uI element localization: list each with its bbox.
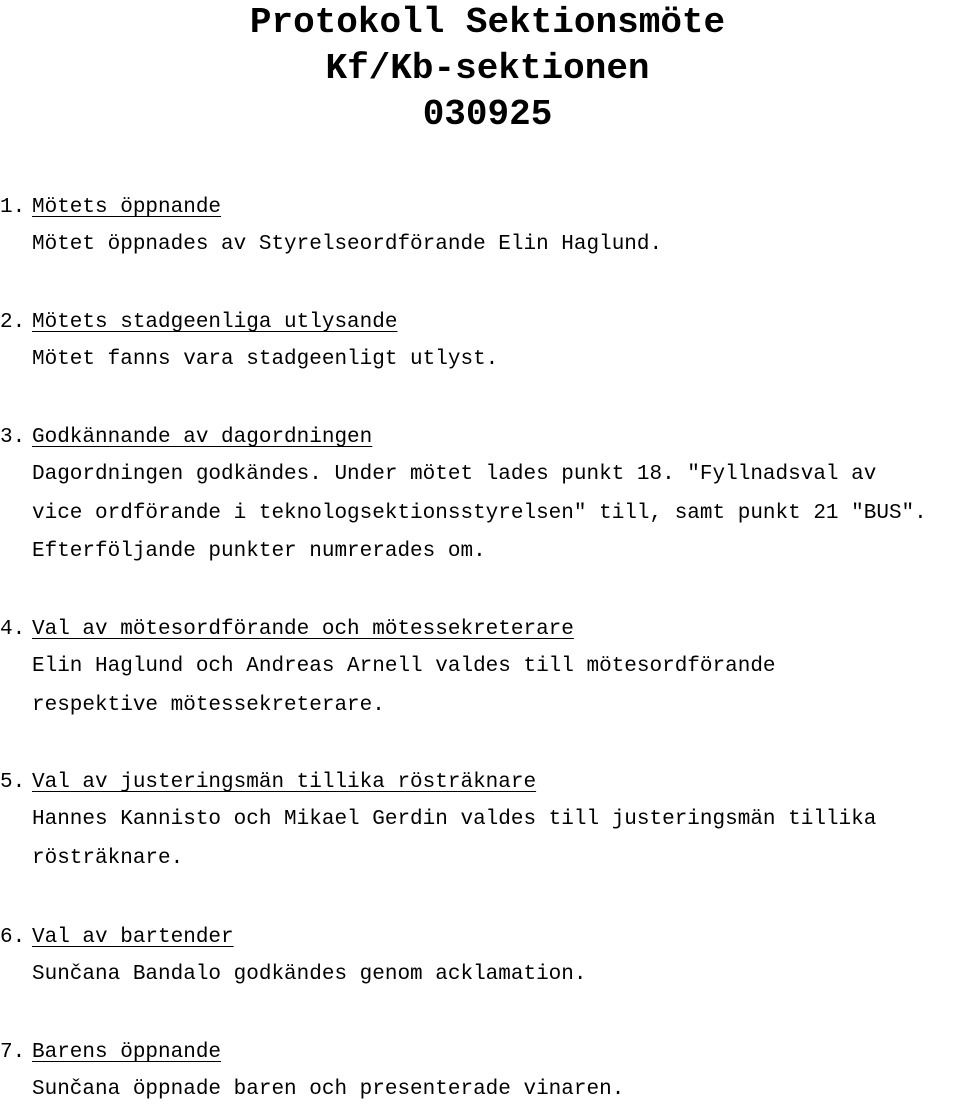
agenda-body-line: Elin Haglund och Andreas Arnell valdes till mötesordförande (32, 655, 776, 678)
agenda-item-1 (0, 194, 960, 265)
agenda-heading-text: Barens öppnande (32, 1041, 222, 1064)
agenda-body-line: rösträknare. (32, 846, 184, 870)
agenda-heading-text: Mötets öppnande (32, 196, 222, 219)
agenda-heading-text: Godkännande av dagordningen (32, 426, 373, 449)
agenda-heading-text: Mötets stadgeenliga utlysande (32, 311, 398, 334)
agenda-heading (0, 616, 960, 644)
agenda-item-3 (0, 424, 960, 572)
agenda-item-5 (0, 769, 960, 878)
agenda-heading-text: Val av justeringsmän tillika rösträknare (32, 771, 537, 794)
agenda-item-7 (0, 1039, 960, 1110)
agenda-heading (0, 309, 960, 337)
title-line-section: Kf/Kb-sektionen (325, 48, 650, 89)
agenda-heading (0, 194, 960, 222)
title-line-date: 030925 (422, 94, 553, 135)
agenda-number: 6. (0, 926, 26, 949)
agenda-body-line: vice ordförande i teknologsektionsstyrelsen" till, samt punkt 21 "BUS". (32, 501, 927, 525)
agenda-number: 7. (0, 1041, 26, 1064)
agenda-heading-text: Val av mötesordförande och mötessekreterare (32, 618, 574, 641)
agenda-number: 2. (0, 311, 26, 334)
agenda-number: 4. (0, 618, 26, 641)
agenda-number: 3. (0, 426, 26, 449)
agenda-heading (0, 424, 960, 452)
agenda-body-line: Sunčana Bandalo godkändes genom acklamation. (32, 963, 587, 986)
agenda-heading (0, 1039, 960, 1067)
agenda-number: 5. (0, 771, 26, 794)
agenda-heading (0, 769, 960, 797)
agenda-heading-text: Val av bartender (32, 926, 234, 949)
agenda-heading (0, 924, 960, 952)
agenda-body-line: Sunčana öppnade baren och presenterade vinaren. (32, 1078, 625, 1101)
agenda-body-line: Dagordningen godkändes. Under mötet lades punkt 18. "Fyllnadsval av (32, 463, 877, 486)
agenda-number: 1. (0, 196, 26, 219)
agenda-body-line: Mötet öppnades av Styrelseordförande Elin Haglund. (32, 233, 663, 256)
agenda-body-line: Mötet fanns vara stadgeenligt utlyst. (32, 348, 499, 371)
agenda-body-line: Hannes Kannisto och Mikael Gerdin valdes till justeringsmän tillika (32, 808, 877, 831)
page-title (0, 0, 960, 138)
agenda-body-line: respektive mötessekreterare. (32, 693, 385, 717)
agenda-item-4 (0, 616, 960, 725)
agenda-item-6 (0, 924, 960, 995)
agenda-body-line: Efterföljande punkter numrerades om. (32, 540, 486, 563)
title-line-protokoll: Protokoll Sektionsmöte (249, 2, 726, 43)
agenda-item-2 (0, 309, 960, 380)
